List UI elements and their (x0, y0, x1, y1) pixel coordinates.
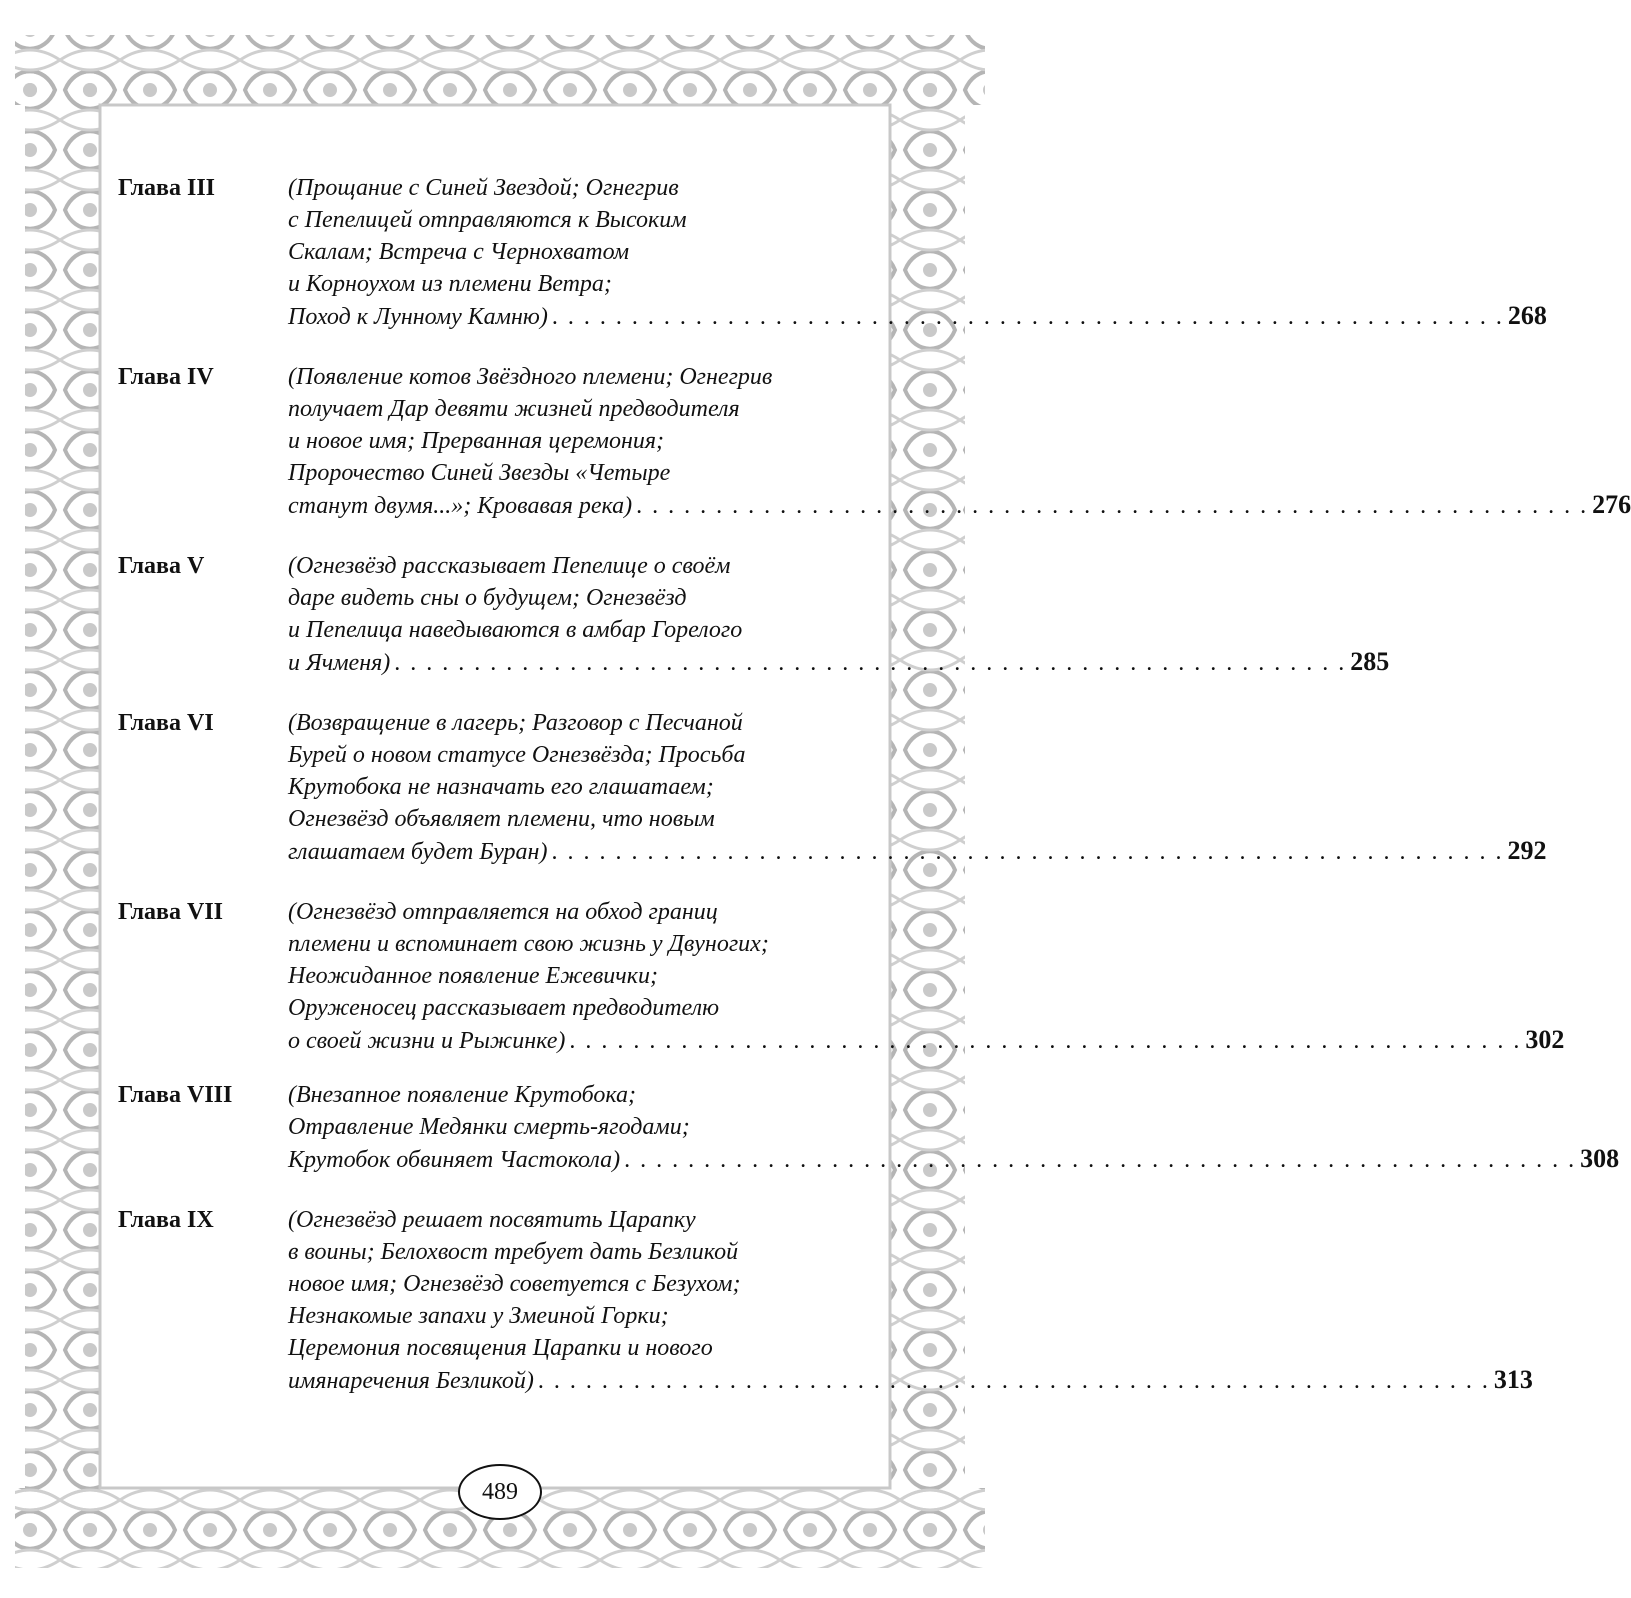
toc-entry[interactable] (118, 361, 1631, 522)
chapter-description (288, 550, 1389, 679)
description-line: получает Дар девяти жизней предводителя (288, 396, 740, 422)
toc-entry[interactable] (118, 707, 1547, 868)
description-line: Скалам; Встреча с Чернохватом (288, 239, 630, 265)
description-line: (Огнезвёзд решает посвятить Царапку (288, 1207, 696, 1233)
description-line: (Появление котов Звёздного племени; Огнегрив (288, 364, 773, 390)
description-line: с Пепелицей отправляются к Высоким (288, 207, 687, 233)
chapter-label: Глава VII (118, 899, 223, 925)
description-line: Бурей о новом статусе Огнезвёзда; Просьба (288, 742, 746, 768)
page-number: 489 (458, 1464, 542, 1520)
page-ref: 302 (1525, 1025, 1565, 1054)
description-line: даре видеть сны о будущем; Огнезвёзд (288, 585, 687, 611)
page-ref: 313 (1493, 1365, 1533, 1394)
description-line: и Ячменя) (288, 650, 391, 676)
description-line: новое имя; Огнезвёзд советуется с Безухом; (288, 1271, 741, 1297)
page-ref: 268 (1507, 301, 1547, 330)
description-line: и Корноухом из племени Ветра; (288, 271, 612, 297)
description-line: (Прощание с Синей Звездой; Огнегрив (288, 175, 679, 201)
chapter-description (288, 1079, 1619, 1176)
page-ref: 276 (1592, 490, 1631, 519)
table-of-contents (118, 172, 1631, 1397)
description-line: племени и вспоминает свою жизнь у Двуногих; (288, 931, 769, 957)
dot-leader (551, 836, 1503, 868)
chapter-label: Глава VIII (118, 1082, 233, 1108)
toc-entry[interactable] (118, 1204, 1533, 1397)
dot-leader (569, 1025, 1521, 1057)
toc-entry[interactable] (118, 1079, 1620, 1176)
page-ref: 292 (1507, 836, 1547, 865)
description-line: и Пепелица наведываются в амбар Горелого (288, 617, 743, 643)
chapter-description (288, 707, 1546, 868)
description-line: Незнакомые запахи у Змеиной Горки; (288, 1303, 669, 1329)
chapter-label: Глава V (118, 553, 205, 579)
description-line: Поход к Лунному Камню) (288, 304, 548, 330)
description-line: глашатаем будет Буран) (288, 839, 548, 865)
dot-leader (394, 647, 1346, 679)
description-line: Огнезвёзд объявляет племени, что новым (288, 806, 715, 832)
toc-entry[interactable] (118, 172, 1547, 333)
description-line: (Возвращение в лагерь; Разговор с Песчаной (288, 710, 743, 736)
description-line: имянаречения Безликой) (288, 1368, 534, 1394)
page-ref: 285 (1350, 647, 1390, 676)
description-line: (Огнезвёзд рассказывает Пепелице о своём (288, 553, 731, 579)
chapter-label: Глава VI (118, 710, 214, 736)
description-line: Крутобок обвиняет Частокола) (288, 1147, 621, 1173)
description-line: и новое имя; Прерванная церемония; (288, 428, 665, 454)
chapter-description (288, 1204, 1533, 1397)
chapter-description (288, 361, 1631, 522)
toc-entry[interactable] (118, 896, 1565, 1057)
description-line: Пророчество Синей Звезды «Четыре (288, 460, 671, 486)
dot-leader (552, 301, 1504, 333)
dot-leader (538, 1365, 1490, 1397)
chapter-description (288, 896, 1564, 1057)
page-ref: 308 (1580, 1144, 1620, 1173)
description-line: Отравление Медянки смерть-ягодами; (288, 1114, 690, 1140)
description-line: Оруженосец рассказывает предводителю (288, 995, 719, 1021)
description-line: Крутобока не назначать его глашатаем; (288, 774, 714, 800)
description-line: станут двумя...»; Кровавая река) (288, 493, 633, 519)
chapter-description (288, 172, 1547, 333)
description-line: Неожиданное появление Ежевички; (288, 963, 658, 989)
description-line: в воины; Белохвост требует дать Безликой (288, 1239, 739, 1265)
dot-leader (636, 490, 1588, 522)
description-line: Церемония посвящения Царапки и нового (288, 1335, 713, 1361)
description-line: (Огнезвёзд отправляется на обход границ (288, 899, 718, 925)
description-line: (Внезапное появление Крутобока; (288, 1082, 637, 1108)
chapter-label: Глава III (118, 175, 216, 201)
chapter-label: Глава IV (118, 364, 214, 390)
description-line: о своей жизни и Рыжинке) (288, 1028, 566, 1054)
toc-entry[interactable] (118, 550, 1390, 679)
dot-leader (624, 1144, 1576, 1176)
chapter-label: Глава IX (118, 1207, 214, 1233)
